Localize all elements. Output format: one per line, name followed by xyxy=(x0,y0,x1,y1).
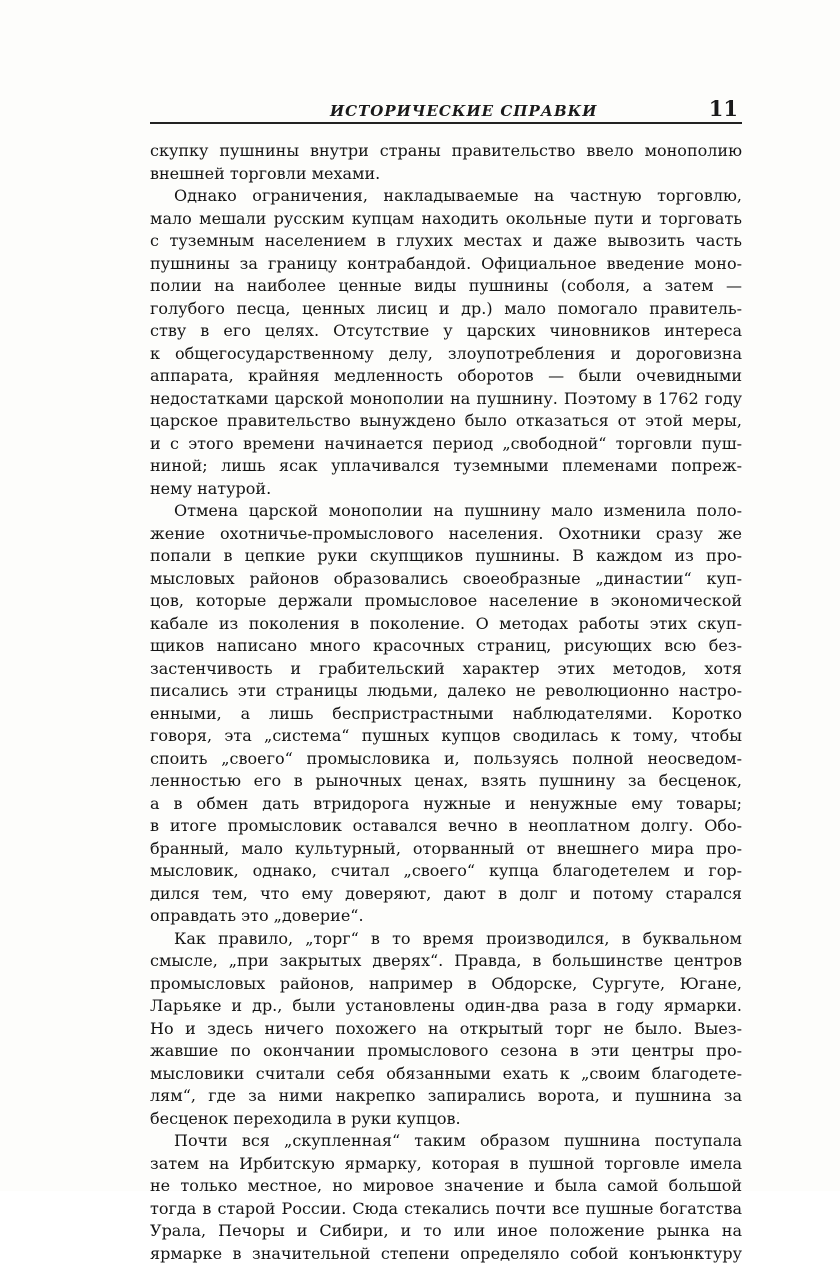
text-line: Ларьяке и др., были установлены один-два раза в году ярмарки. xyxy=(150,995,742,1018)
text-line: бранный, мало культурный, оторванный от внешнего мира про- xyxy=(150,838,742,861)
running-title: ИСТОРИЧЕСКИЕ СПРАВКИ xyxy=(330,102,597,120)
text-line: Однако ограничения, накладываемые на частную торговлю, xyxy=(150,185,742,208)
text-line: ству в его целях. Отсутствие у царских чиновников интереса xyxy=(150,320,742,343)
text-line: кабале из поколения в поколение. О методах работы этих скуп- xyxy=(150,613,742,636)
text-line: не только местное, но мировое значение и была самой большой xyxy=(150,1175,742,1198)
text-line: писались эти страницы людьми, далеко не революционно настро- xyxy=(150,680,742,703)
text-line: бесценок переходила в руки купцов. xyxy=(150,1108,742,1131)
text-line: мысловых районов образовались своеобразные „династии“ куп- xyxy=(150,568,742,591)
text-line: мысловик, однако, считал „своего“ купца благодетелем и гор- xyxy=(150,860,742,883)
text-line: царское правительство вынуждено было отказаться от этой меры, xyxy=(150,410,742,433)
body-text xyxy=(150,140,742,1265)
text-line: ленностью его в рыночных ценах, взять пушнину за бесценок, xyxy=(150,770,742,793)
text-line: Но и здесь ничего похожего на открытый торг не было. Выез- xyxy=(150,1018,742,1041)
page-number: 11 xyxy=(709,96,738,121)
text-line: в итоге промысловик оставался вечно в неоплатном долгу. Обо- xyxy=(150,815,742,838)
text-line: ярмарке в значительной степени определяло собой конъюнктуру xyxy=(150,1243,742,1265)
text-line: цов, которые держали промысловое население в экономической xyxy=(150,590,742,613)
text-line: с туземным населением в глухих местах и даже вывозить часть xyxy=(150,230,742,253)
text-line: енными, а лишь беспристрастными наблюдателями. Коротко xyxy=(150,703,742,726)
text-line: Как правило, „торг“ в то время производился, в буквальном xyxy=(150,928,742,951)
text-line: оправдать это „доверие“. xyxy=(150,905,742,928)
text-line: мало мешали русским купцам находить окольные пути и торговать xyxy=(150,208,742,231)
text-line: к общегосударственному делу, злоупотребления и дороговизна xyxy=(150,343,742,366)
text-line: затем на Ирбитскую ярмарку, которая в пушной торговле имела xyxy=(150,1153,742,1176)
text-line: попали в цепкие руки скупщиков пушнины. В каждом из про- xyxy=(150,545,742,568)
text-line: Урала, Печоры и Сибири, и то или иное положение рынка на xyxy=(150,1220,742,1243)
text-line: пушнины за границу контрабандой. Официальное введение моно- xyxy=(150,253,742,276)
text-line: нему натурой. xyxy=(150,478,742,501)
text-line: ниной; лишь ясак уплачивался туземными племенами попреж- xyxy=(150,455,742,478)
text-line: тогда в старой России. Сюда стекались почти все пушные богатства xyxy=(150,1198,742,1221)
text-line: скупку пушнины внутри страны правительство ввело монополию xyxy=(150,140,742,163)
text-line: жавшие по окончании промыслового сезона в эти центры про- xyxy=(150,1040,742,1063)
text-line: споить „своего“ промысловика и, пользуясь полной неосведом- xyxy=(150,748,742,771)
text-line: дился тем, что ему доверяют, дают в долг и потому старался xyxy=(150,883,742,906)
text-line: внешней торговли мехами. xyxy=(150,163,742,186)
page-header xyxy=(150,96,742,126)
text-line: голубого песца, ценных лисиц и др.) мало помогало правитель- xyxy=(150,298,742,321)
text-line: полии на наиболее ценные виды пушнины (соболя, а затем — xyxy=(150,275,742,298)
text-line: а в обмен дать втридорога нужные и ненужные ему товары; xyxy=(150,793,742,816)
text-line: Почти вся „скупленная“ таким образом пушнина поступала xyxy=(150,1130,742,1153)
header-rule xyxy=(150,122,742,124)
text-line: промысловых районов, например в Обдорске, Сургуте, Югане, xyxy=(150,973,742,996)
text-line: жение охотничье-промыслового населения. Охотники сразу же xyxy=(150,523,742,546)
text-line: щиков написано много красочных страниц, рисующих всю без- xyxy=(150,635,742,658)
text-line: застенчивость и грабительский характер этих методов, хотя xyxy=(150,658,742,681)
text-line: смысле, „при закрытых дверях“. Правда, в большинстве центров xyxy=(150,950,742,973)
text-line: аппарата, крайняя медленность оборотов — были очевидными xyxy=(150,365,742,388)
text-line: мысловики считали себя обязанными ехать к „своим благодете- xyxy=(150,1063,742,1086)
text-line: Отмена царской монополии на пушнину мало изменила поло- xyxy=(150,500,742,523)
text-line: лям“, где за ними накрепко запирались ворота, и пушнина за xyxy=(150,1085,742,1108)
text-line: говоря, эта „система“ пушных купцов сводилась к тому, чтобы xyxy=(150,725,742,748)
text-line: недостатками царской монополии на пушнину. Поэтому в 1762 году xyxy=(150,388,742,411)
text-line: и с этого времени начинается период „свободной“ торговли пуш- xyxy=(150,433,742,456)
